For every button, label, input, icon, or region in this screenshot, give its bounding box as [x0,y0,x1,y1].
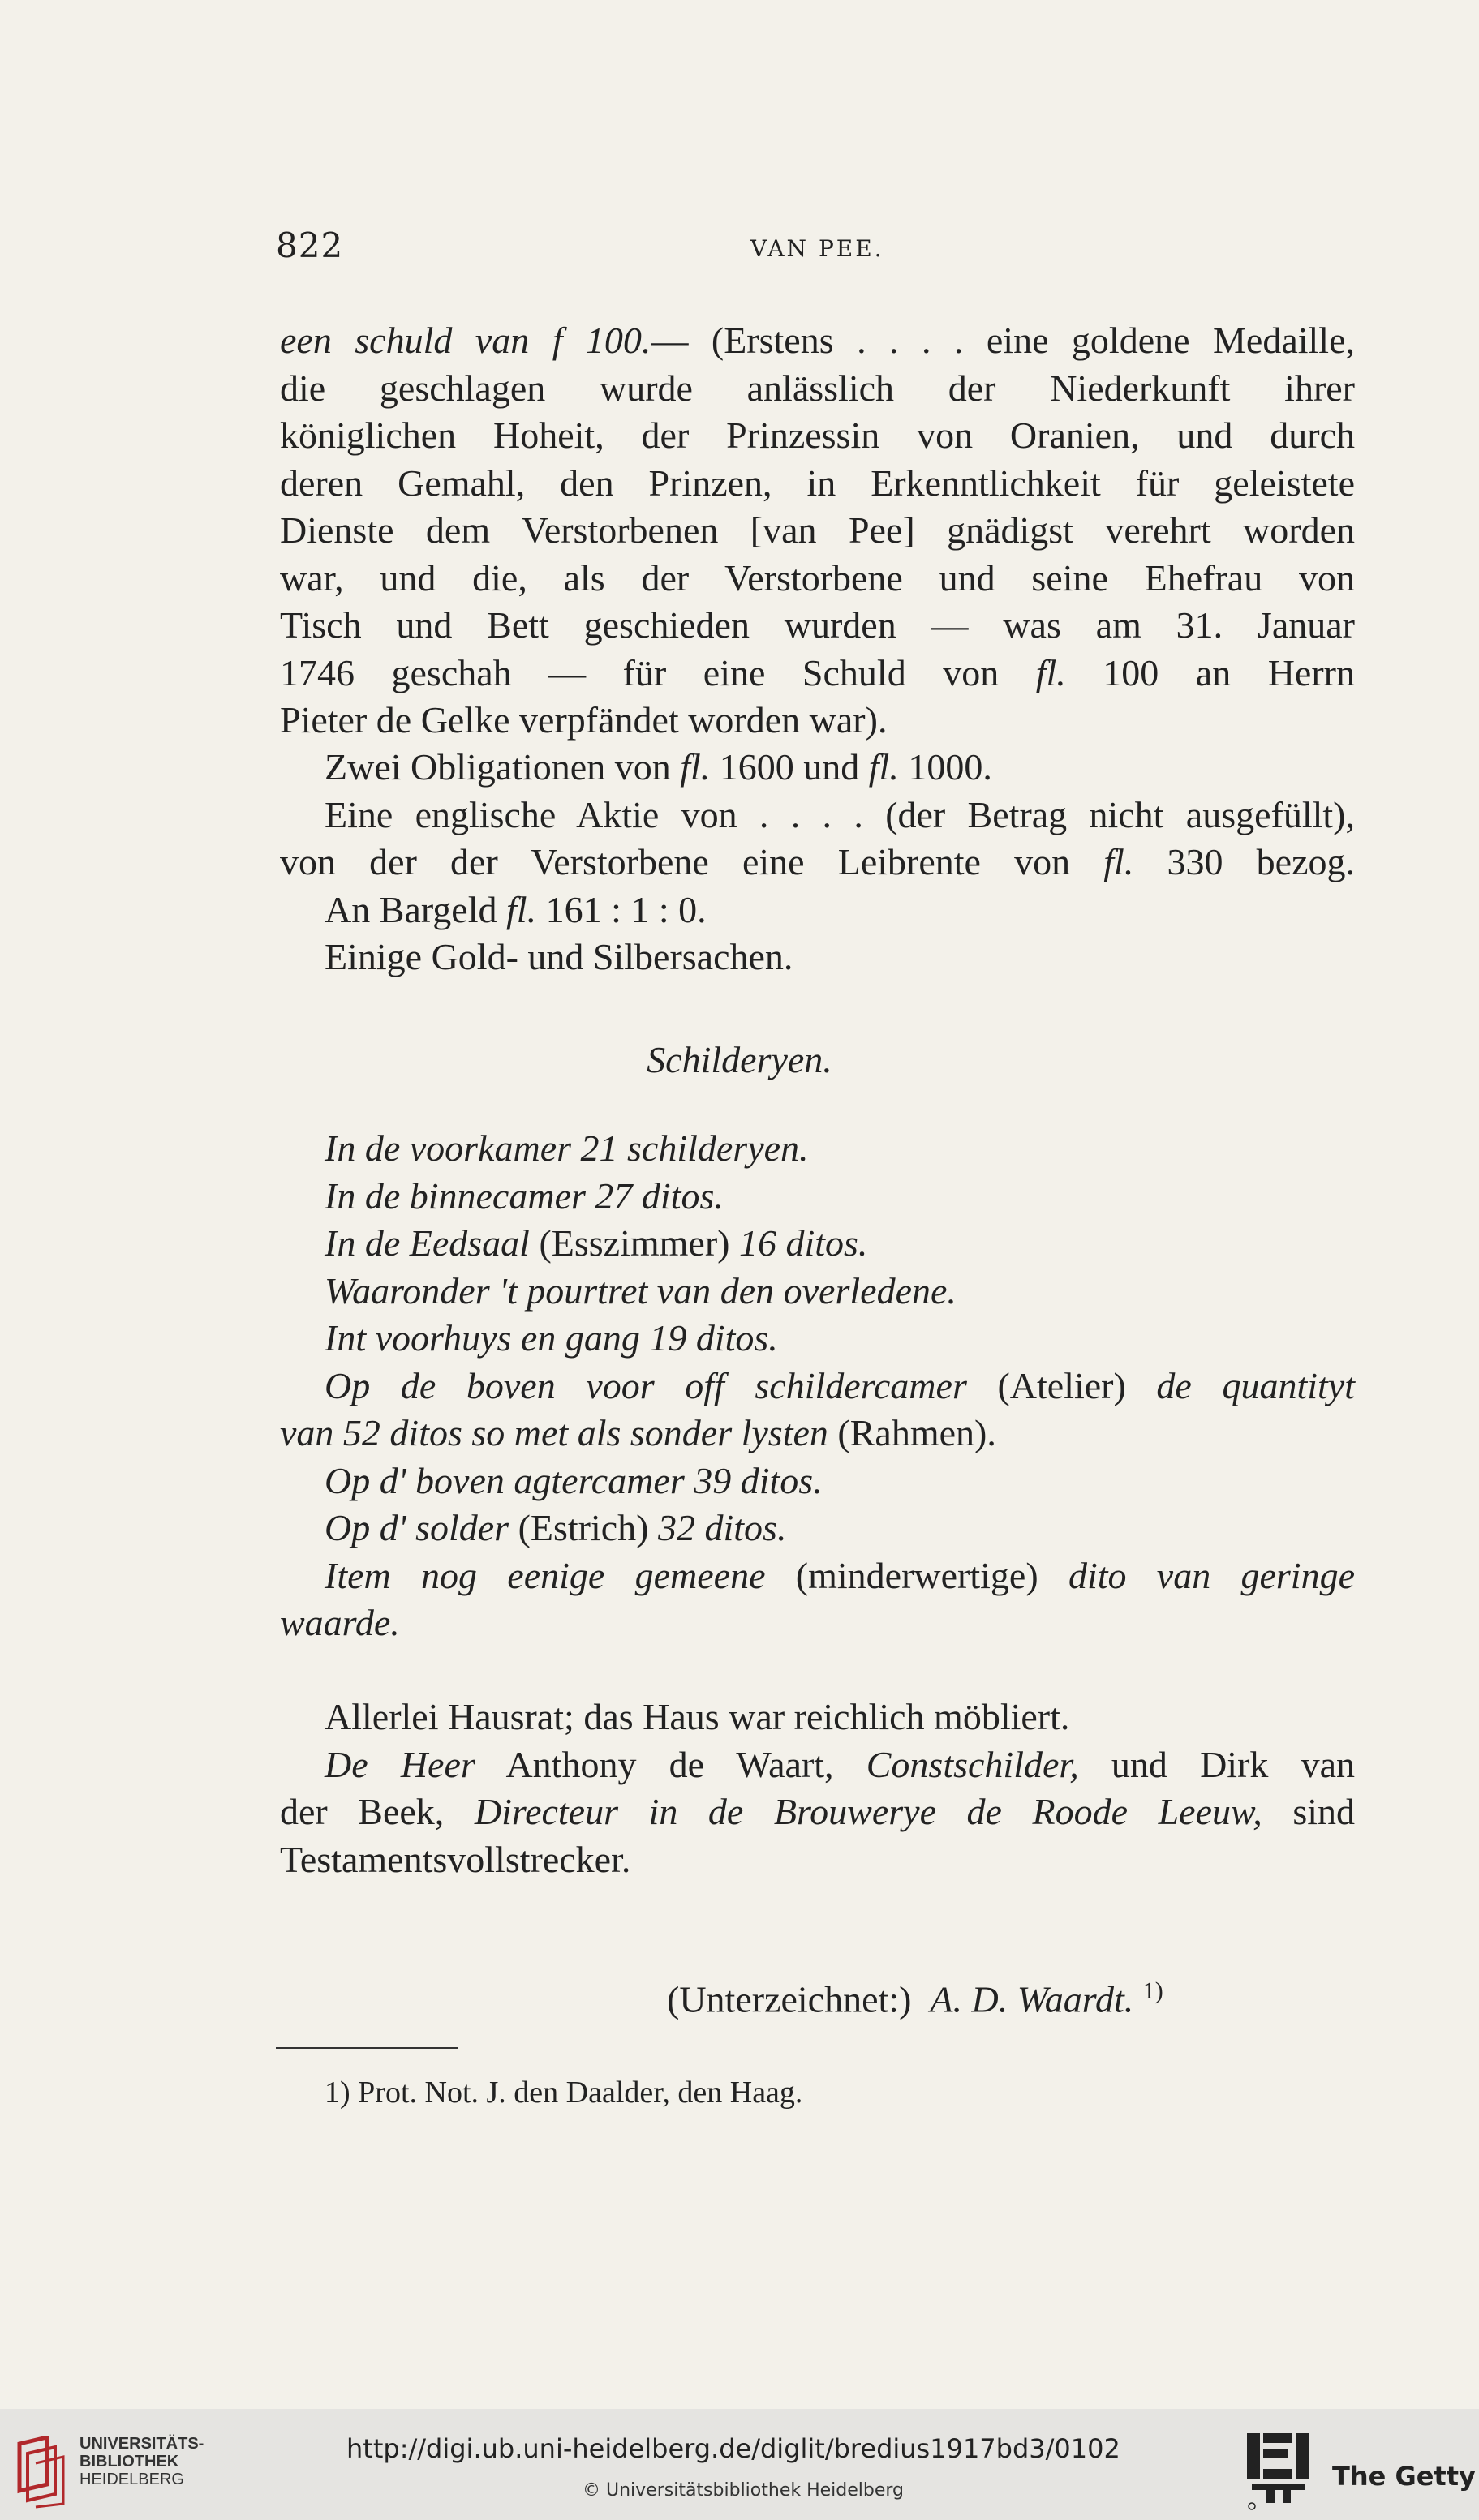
footnote: 1) Prot. Not. J. den Daalder, den Haag. [325,2076,803,2110]
library-name-line: UNIVERSITÄTS- [80,2435,204,2453]
text-line: Testamentsvollstrecker. [280,1838,631,1880]
library-name-line: HEIDELBERG [80,2471,184,2488]
inventory-text: de quantityt [1156,1364,1355,1406]
text-line: deren Gemahl, den Prinzen, in Erkenntlichkeit für geleistete [280,461,1355,504]
inventory-line [280,1410,1355,1457]
inventory-line [280,1315,1355,1363]
signature-line [667,1968,1163,2024]
inventory-text: In de binnecamer 27 ditos. [325,1174,724,1217]
inventory-text: van 52 ditos so met als sonder lysten [280,1412,828,1453]
inventory-text: Item nog eenige gemeene [325,1554,766,1596]
inventory-gloss: (Atelier) [997,1364,1126,1406]
text-line: een schuld van f 100.— (Erstens . . . . eine goldene Medaille, [280,320,1355,361]
running-title: VAN PEE. [750,235,884,262]
italic-phrase: een schuld van f 100. [280,320,651,361]
inventory-text: Waaronder 't pourtret van den overledene. [325,1269,957,1312]
footnote-ref: 1) [1142,1977,1163,2004]
text-line: war, und die, als der Verstorbene und seine Ehefrau von [280,556,1355,599]
page-number: 822 [276,225,344,265]
italic-phrase: De Heer [325,1743,475,1785]
closing-paragraph [280,1694,1355,1883]
inventory-line [280,1457,1355,1505]
getty-logo-icon [1245,2430,1312,2511]
italic-phrase: Constschilder, [866,1743,1079,1785]
inventory-line [280,1220,1355,1268]
text-line: Eine englische Aktie von . . . . (der Betrag nicht ausgefüllt), [325,793,1355,835]
inventory-line [280,1268,1355,1316]
paragraph-1 [280,317,1355,745]
inventory-gloss: (Rahmen). [837,1412,996,1453]
text-line: Dienste dem Verstorbenen [van Pee] gnädigst verehrt worden [280,509,1355,551]
text-line: Zwei Obligationen von fl. 1600 und fl. 1000. [325,746,992,788]
section-title [0,1037,1479,1084]
inventory-text: dito van geringe [1068,1554,1355,1596]
section-title-text: Schilderyen. [647,1039,832,1080]
text-line [280,1741,1355,1789]
italic-phrase: Directeur in de Brouwerye de Roode Leeuw, [474,1791,1262,1832]
plain-phrase: sind [1292,1791,1356,1832]
plain-phrase: Anthony de Waart, [505,1743,834,1785]
inventory-text: Op d' boven agtercamer 39 ditos. [325,1459,823,1501]
inventory-gloss: (minderwertige) [795,1554,1038,1596]
text-line: von der der Verstorbene eine Leibrente von fl. 330 bezog. [280,841,1355,882]
plain-phrase: und Dirk van [1111,1743,1356,1785]
inventory-text: In de voorkamer 21 schilderyen. [325,1127,809,1169]
inventory-text: 16 ditos. [738,1222,868,1264]
text-line: Allerlei Hausrat; das Haus war reichlich möbliert. [325,1696,1070,1737]
inventory-line [280,1599,1355,1647]
library-name-line: BIBLIOTHEK [80,2453,179,2471]
getty-name: The Getty [1332,2461,1476,2492]
text-line [280,1788,1355,1836]
inventory-text: Int voorhuys en gang 19 ditos. [325,1317,778,1359]
inventory-gloss: (Esszimmer) [539,1222,730,1264]
paragraph-2 [280,744,1355,981]
source-url-link[interactable]: http://digi.ub.uni-heidelberg.de/diglit/bredius1917bd3/0102 [346,2433,1120,2464]
signature-name: A. D. Waardt. [930,1978,1134,2020]
text-line: Einige Gold- und Silbersachen. [325,936,793,977]
inventory-text: Op d' solder [325,1507,509,1548]
inventory-text: 32 ditos. [658,1507,787,1548]
library-logo-icon [15,2436,73,2509]
text-line: An Bargeld fl. 161 : 1 : 0. [325,888,707,930]
inventory-line [280,1505,1355,1552]
inventory-text: In de Eedsaal [325,1222,530,1264]
inventory-line [280,1363,1355,1410]
copyright-notice: © Universitätsbibliothek Heidelberg [583,2480,905,2501]
text-line: königlichen Hoheit, der Prinzessin von Oranien, und durch [280,414,1355,456]
text-line: die geschlagen wurde anlässlich der Niederkunft ihrer [280,367,1355,409]
inventory-text: Op de boven voor off schildercamer [325,1364,967,1406]
inventory-line [280,1173,1355,1221]
library-name [80,2435,204,2488]
inventory-text: waarde. [280,1602,400,1643]
signature-label: (Unterzeichnet:) [667,1978,912,2020]
inventory-line [280,1552,1355,1600]
text-line: Pieter de Gelke verpfändet worden war). [280,699,888,741]
text-line: 1746 geschah — für eine Schuld von fl. 100 an Herrn [280,651,1355,693]
footnote-divider [276,2047,458,2049]
inventory-line [280,1125,1355,1173]
text-line: Tisch und Bett geschieden wurden — was am 31. Januar [280,604,1355,646]
plain-phrase: der Beek, [280,1791,445,1832]
inventory-list [280,1125,1355,1647]
inventory-gloss: (Estrich) [518,1507,649,1548]
